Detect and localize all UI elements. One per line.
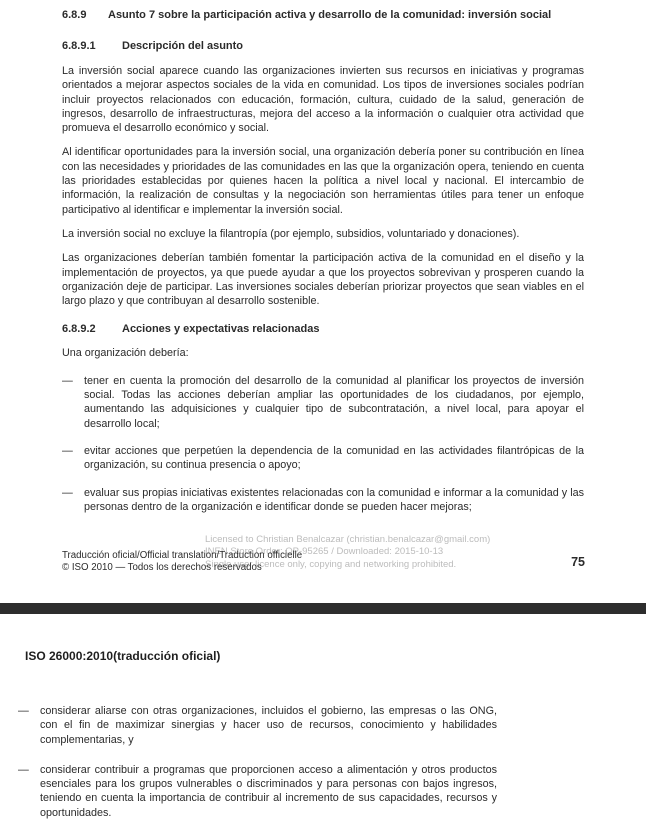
section-title: Acciones y expectativas relacionadas: [122, 323, 320, 336]
paragraph: La inversión social aparece cuando las organizaciones invierten sus recursos en iniciativas y programas orientados a mejorar aspectos sociales de la vida en comunidad. Los tipos de inversiones sociales podrían incluir proyectos relacionados con educación, formación, cultura, cuidado de la salud, generación de ingresos, desarrollo de infraestructuras, mejora del acceso a la información o cualquier otra actividad que promueva el desarrollo económico y social.: [62, 65, 584, 135]
bullet-text: tener en cuenta la promoción del desarrollo de la comunidad al planificar los proyectos de inversión social. Todas las acciones deberían ampliar las oportunidades de los ciudadanos, por ejemplo, aumentando las adquisiciones y cualquier tipo de subcontratación, a nivel local, para apoyar el desarrollo local;: [84, 374, 584, 430]
paragraph: Al identificar oportunidades para la inversión social, una organización debería poner su contribución en línea con las necesidades y prioridades de las comunidades en las que la organización opera, teniendo en cuenta las prioridades establecidas por quienes hacen la política a nivel local y nacional. El intercambio de información, la realización de consultas y la negociación son herramientas útiles para tener un enfoque participativo al identificar e implementar la inversión social.: [62, 146, 584, 216]
watermark-line: Licensed to Christian Benalcazar (christian.benalcazar@gmail.com): [205, 534, 491, 545]
page-body: [18, 704, 497, 820]
bullet-dash-icon: —: [18, 705, 29, 717]
watermark-line: Single user licence only, copying and networking prohibited.: [205, 558, 457, 570]
page-number: 75: [571, 555, 585, 569]
section-heading-6-8-9-2: [62, 322, 584, 336]
footer-translation-line: Traducción oficial/Official translation/Traduction officielle: [62, 550, 303, 561]
page-footer: [62, 550, 302, 575]
list-intro: Una organización debería:: [62, 347, 189, 360]
section-heading-6-8-9-1: [62, 39, 584, 53]
list-item: [18, 763, 497, 820]
paragraph: Las organizaciones deberían también fomentar la participación activa de la comunidad en el diseño y la implementación de proyectos, ya que puede ayudar a que los proyectos sobrevivan y prosperen cuando la organización deje de participar. Las inversiones sociales deberían priorizar proyectos que sean viables en el largo plazo y que contribuyan al desarrollo sostenible.: [62, 252, 584, 308]
page-body: [62, 8, 584, 514]
bullet-dash-icon: —: [18, 763, 29, 776]
section-heading-6-8-9: [62, 8, 584, 22]
list-item: [18, 704, 497, 747]
section-number: 6.8.9.1: [62, 40, 96, 52]
section-number: 6.8.9: [62, 9, 87, 21]
bullet-text: evitar acciones que perpetúen la dependencia de la comunidad en las actividades filantrópicas de la organización, su continua presencia o apoyo;: [84, 444, 584, 472]
section-title: Asunto 7 sobre la participación activa y desarrollo de la comunidad: inversión social: [108, 9, 552, 21]
bullet-text: considerar contribuir a programas que proporcionen acceso a alimentación y otros productos esenciales para los grupos vulnerables o discriminados y para personas con bajos ingresos, teniendo en cuenta la importancia de contribuir al incremento de sus capacidades, recursos y oportunidades.: [40, 763, 497, 819]
bullet-dash-icon: —: [62, 374, 73, 387]
list-item: [62, 374, 584, 431]
bullet-text: considerar aliarse con otras organizaciones, incluidos el gobierno, las empresas o las ONG, con el fin de maximizar sinergias y hacer uso de recursos, conocimiento y habilidades complementarias, y: [40, 705, 497, 746]
bullet-dash-icon: —: [62, 444, 73, 457]
bullet-text: evaluar sus propias iniciativas existentes relacionadas con la comunidad e informar a la comunidad y las personas dentro de la organización e identificar donde se pueden hacer mejoras;: [84, 486, 584, 513]
footer-copyright-line: © ISO 2010 — Todos los derechos reservados: [62, 562, 262, 574]
document-page-next: [0, 614, 646, 819]
running-header: ISO 26000:2010(traducción oficial): [25, 649, 221, 663]
paragraph: La inversión social no excluye la filantropía (por ejemplo, subsidios, voluntariado y donaciones).: [62, 227, 520, 240]
section-number: 6.8.9.2: [62, 323, 96, 336]
bullet-dash-icon: —: [62, 486, 73, 499]
list-item: [62, 486, 584, 515]
section-title: Descripción del asunto: [122, 40, 244, 52]
page-break-bar: [0, 603, 646, 614]
list-item: [62, 444, 584, 473]
watermark-line: INEN Store Order: OP-95265 / Downloaded: 2015-10-13: [205, 546, 444, 558]
